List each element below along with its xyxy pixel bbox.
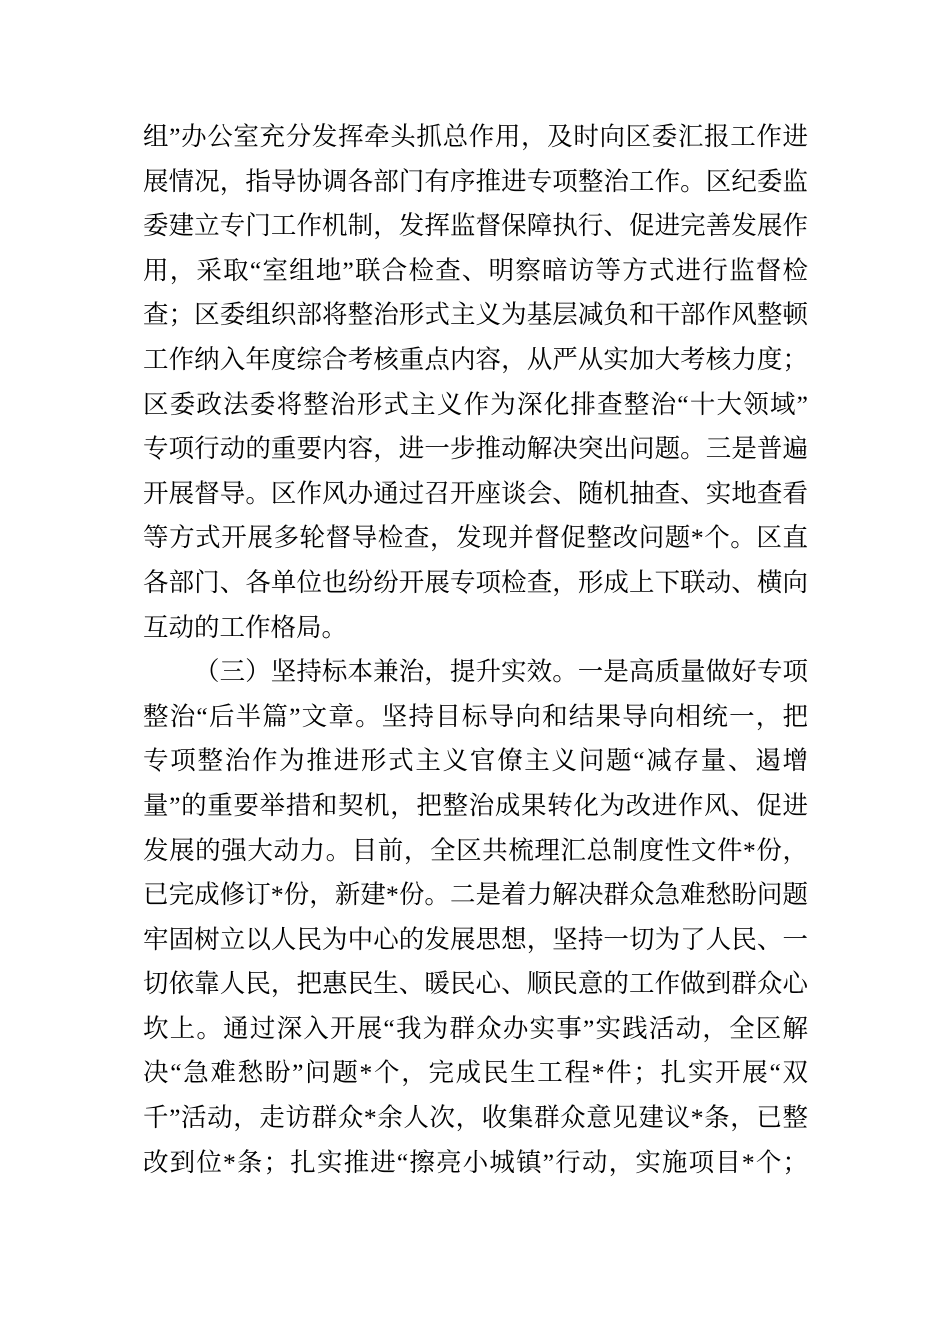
text-line: 开展督导。区作风办通过召开座谈会、随机抽查、实地查看 (143, 478, 808, 508)
text-line: 量”的重要举措和契机，把整治成果转化为改进作风、促进 (143, 790, 808, 820)
text-line: 专项行动的重要内容，进一步推动解决突出问题。三是普遍 (143, 434, 808, 464)
text-line: 组”办公室充分发挥牵头抓总作用，及时向区委汇报工作进 (143, 122, 808, 151)
text-line: 展情况，指导协调各部门有序推进专项整治工作。区纪委监 (143, 166, 808, 196)
paragraph-section-three (143, 650, 808, 1185)
text-line: 互动的工作格局。 (143, 612, 348, 642)
text-line: 各部门、各单位也纷纷开展专项检查，形成上下联动、横向 (143, 567, 808, 597)
text-line: 查；区委组织部将整治形式主义为基层减负和干部作风整顿 (143, 300, 808, 330)
text-line: 委建立专门工作机制，发挥监督保障执行、促进完善发展作 (143, 211, 808, 241)
text-line: 切依靠人民，把惠民生、暖民心、顺民意的工作做到群众心 (143, 969, 808, 999)
text-line: 已完成修订*份，新建*份。二是着力解决群众急难愁盼问题 (143, 880, 808, 910)
text-line: 整治“后半篇”文章。坚持目标导向和结果导向相统一，把 (143, 701, 808, 731)
text-line: 发展的强大动力。目前，全区共梳理汇总制度性文件*份， (143, 835, 808, 865)
text-line: 牢固树立以人民为中心的发展思想，坚持一切为了人民、一 (143, 924, 808, 954)
text-line: （三）坚持标本兼治，提升实效。一是高质量做好专项 (194, 657, 808, 687)
text-line: 坎上。通过深入开展“我为群众办实事”实践活动，全区解 (143, 1013, 808, 1043)
document-body (143, 115, 808, 1185)
paragraph-continuation (143, 115, 808, 650)
text-line: 决“急难愁盼”问题*个，完成民生工程*件；扎实开展“双 (143, 1058, 808, 1088)
text-line: 专项整治作为推进形式主义官僚主义问题“减存量、遏增 (143, 746, 808, 776)
text-line: 等方式开展多轮督导检查，发现并督促整改问题*个。区直 (143, 523, 808, 553)
text-line: 用，采取“室组地”联合检查、明察暗访等方式进行监督检 (143, 255, 808, 285)
text-line: 工作纳入年度综合考核重点内容，从严从实加大考核力度； (143, 344, 808, 374)
text-line: 改到位*条；扎实推进“擦亮小城镇”行动，实施项目*个； (143, 1147, 808, 1177)
text-line: 千”活动，走访群众*余人次，收集群众意见建议*条，已整 (143, 1103, 808, 1133)
text-line: 区委政法委将整治形式主义作为深化排查整治“十大领域” (143, 389, 808, 419)
